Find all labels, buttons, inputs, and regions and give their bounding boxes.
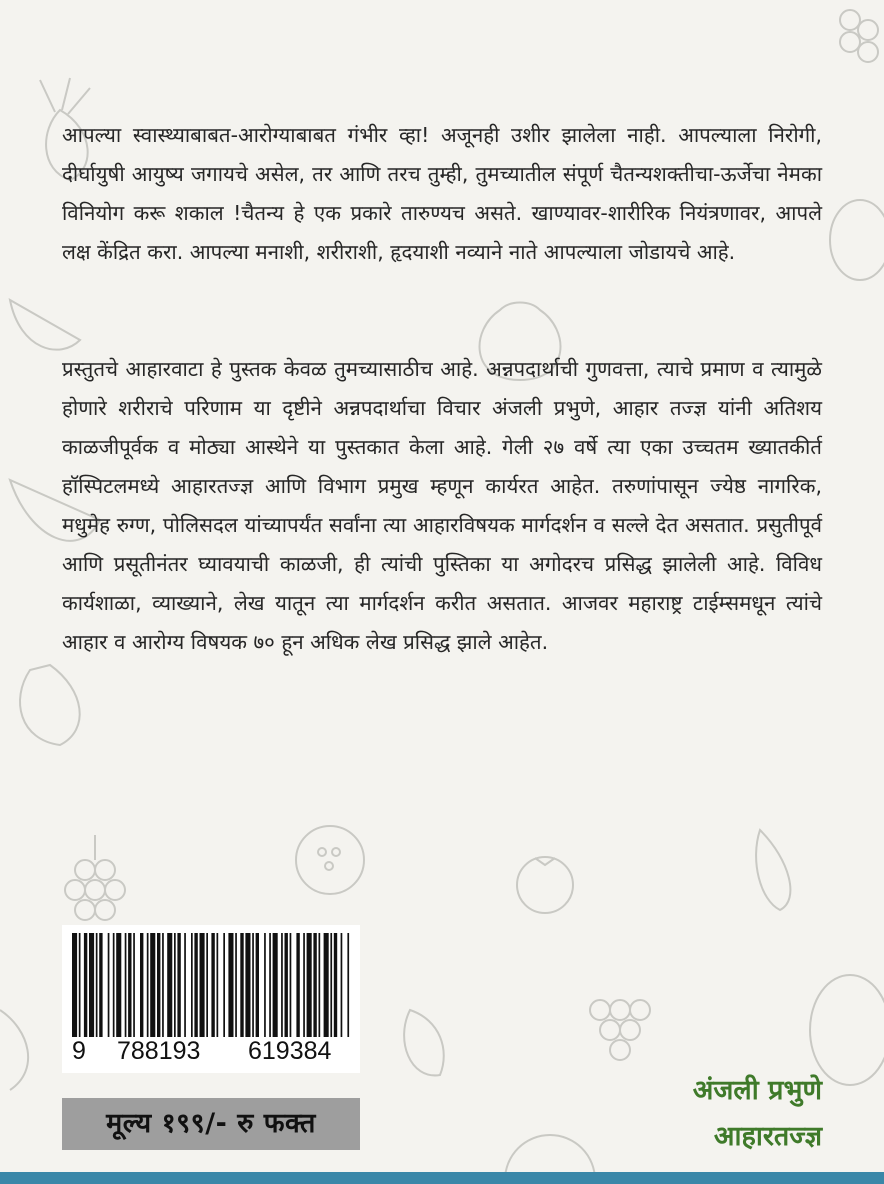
barcode-bar xyxy=(290,933,292,1037)
barcode-bar xyxy=(150,933,155,1037)
barcode-bar xyxy=(307,933,312,1037)
barcode-bar xyxy=(84,933,87,1037)
barcode-bar xyxy=(200,933,205,1037)
barcode-bar xyxy=(167,933,172,1037)
barcode-bar xyxy=(324,933,329,1037)
tomato-icon xyxy=(517,857,573,913)
barcode-bar xyxy=(108,933,110,1037)
barcode-bar xyxy=(334,933,337,1037)
barcode-bar xyxy=(341,933,343,1037)
barcode-bar xyxy=(228,933,233,1037)
description-paragraph-1: आपल्या स्वास्थ्याबाबत-आरोग्याबाबत गंभीर व्हा! अजूनही उशीर झालेला नाही. आपल्याला निरोगी, दीर्घायुषी आयुष्य जगायचे असेल, तर आणि तरच तुम्ही, तुमच्यातील संपूर्ण चैतन्यशक्तीचा-ऊर्जेचा नेमका विनियोग करू शकाल !चैतन्य हे एक प्रकारे तारुण्यच असते. खाण्यावर-शारीरिक नियंत्रणावर, आपले लक्ष केंद्रित करा. आपल्या मनाशी, शरीराशी, हृदयाशी नव्याने नाते आपल्याला जोडायचे आहे. xyxy=(62,123,822,264)
barcode-bar xyxy=(116,933,121,1037)
barcode-bar xyxy=(240,933,243,1037)
barcode-bar xyxy=(217,933,219,1037)
barcode-bar xyxy=(113,933,115,1037)
barcode-bar xyxy=(191,933,193,1037)
barcode-bar xyxy=(194,933,197,1037)
barcode-bar xyxy=(264,933,266,1037)
barcode-bar xyxy=(223,933,225,1037)
isbn-group-1: 788193 xyxy=(117,1037,201,1065)
barcode-bar xyxy=(269,933,271,1037)
barcode-bar xyxy=(184,933,186,1037)
barcode-bar xyxy=(206,933,208,1037)
barcode-bar xyxy=(79,933,81,1037)
barcode-bar xyxy=(174,933,176,1037)
barcode-bar xyxy=(157,933,160,1037)
barcode-bar xyxy=(281,933,283,1037)
barcode-bar xyxy=(347,933,349,1037)
barcode-bar xyxy=(72,933,77,1037)
barcode-bar xyxy=(319,933,321,1037)
pepper-icon xyxy=(404,1010,444,1075)
barcode-bar xyxy=(256,933,259,1037)
barcode-bar xyxy=(296,933,299,1037)
author-name: अंजली प्रभुणे xyxy=(692,1075,822,1106)
barcode-bar xyxy=(89,933,94,1037)
grapes-icon xyxy=(590,1000,650,1060)
grapes-icon xyxy=(840,10,878,62)
barcode-bar xyxy=(140,933,143,1037)
isbn-lead-digit: 9 xyxy=(72,1037,86,1065)
bottom-color-band xyxy=(0,1172,884,1184)
barcode-bar xyxy=(99,933,102,1037)
beetroot-icon xyxy=(20,665,80,745)
price-label: मूल्य १९९/- रु फक्त xyxy=(62,1098,360,1150)
barcode-bars xyxy=(72,933,350,1037)
barcode-bar xyxy=(245,933,250,1037)
barcode-bar xyxy=(273,933,278,1037)
barcode-bar xyxy=(96,933,98,1037)
barcode-bar xyxy=(147,933,149,1037)
isbn-number xyxy=(62,1037,360,1071)
barcode-bar xyxy=(285,933,288,1037)
barcode-bar xyxy=(235,933,237,1037)
barcode-bar xyxy=(133,933,135,1037)
barcode-bar xyxy=(252,933,254,1037)
watermelon-slice-icon xyxy=(0,1010,28,1090)
coconut-icon xyxy=(296,826,364,894)
isbn-group-2: 619384 xyxy=(248,1037,332,1065)
barcode-bar xyxy=(162,933,164,1037)
cucumber-icon xyxy=(756,830,790,910)
isbn-barcode xyxy=(62,925,360,1073)
barcode-bar xyxy=(211,933,214,1037)
barcode-bar xyxy=(303,933,305,1037)
author-title: आहारतज्ज्ञ xyxy=(713,1121,822,1152)
barcode-bar xyxy=(128,933,131,1037)
grapes-icon xyxy=(65,835,125,920)
barcode-bar xyxy=(125,933,127,1037)
barcode-bar xyxy=(330,933,332,1037)
barcode-bar xyxy=(313,933,316,1037)
barcode-bar xyxy=(177,933,180,1037)
description-paragraph-2: प्रस्तुतचे आहारवाटा हे पुस्तक केवळ तुमच्यासाठीच आहे. अन्नपदार्थाची गुणवत्ता, त्याचे प्रमाण व त्यामुळे होणारे शरीराचे परिणाम या दृष्टीने अन्नपदार्थाचा विचार अंजली प्रभुणे, आहार तज्ज्ञ यांनी अतिशय काळजीपूर्वक व मोठ्या आस्थेने या पुस्तकात केला आहे. गेली २७ वर्षे त्या एका उच्चतम ख्यातकीर्त हॉस्पिटलमध्ये आहारतज्ज्ञ आणि विभाग प्रमुख म्हणून कार्यरत आहेत. तरुणांपासून ज्येष्ठ नागरिक, मधुमेह रुग्ण, पोलिसदल यांच्यापर्यंत सर्वांना त्या आहारविषयक मार्गदर्शन व सल्ले देत असतात. प्रसुतीपूर्व आणि प्रसूतीनंतर घ्यावयाची काळजी, ही त्यांची पुस्तिका या अगोदरच प्रसिद्ध झालेली आहे. विविध कार्यशाळा, व्याख्याने, लेख यातून त्या मार्गदर्शन करीत असतात. आजवर महाराष्ट्र टाईम्समधून त्यांचे आहार व आरोग्य विषयक ७० हून अधिक लेख प्रसिद्ध झाले आहेत. xyxy=(62,357,822,654)
